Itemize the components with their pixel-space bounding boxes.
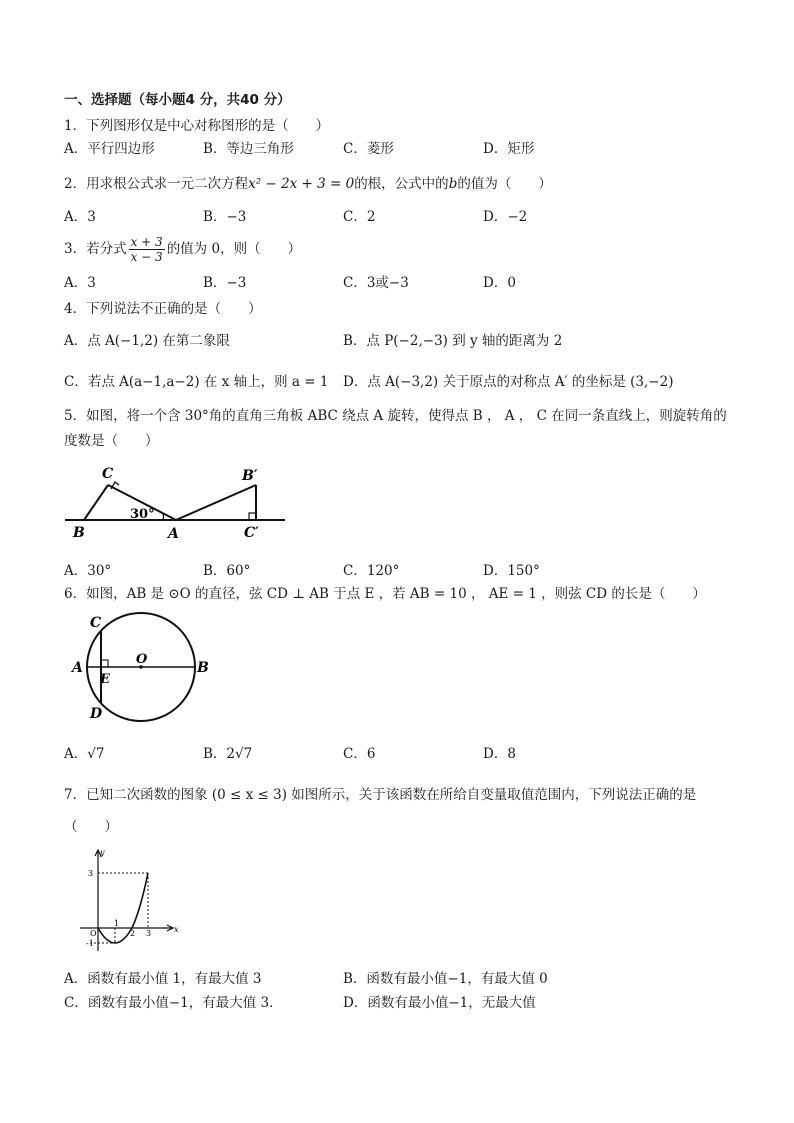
q4-option-d: D．点 A(−3,2) 关于原点的对称点 A′ 的坐标是 (3,−2): [343, 374, 674, 390]
q7-option-d: D．函数有最小值−1，无最大值: [343, 995, 536, 1011]
q5-label-b: B: [73, 525, 85, 541]
q5-option-d: D．150°: [483, 563, 540, 579]
q3-stem-post: 的值为 0，则（ ）: [166, 241, 302, 257]
q1-option-c: C．菱形: [343, 141, 394, 157]
q7-label-o: O: [90, 929, 97, 938]
q2-var-b: b: [448, 176, 458, 192]
q2-stem-mid: 的根，公式中的: [354, 176, 449, 192]
q1-option-b: B．等边三角形: [203, 141, 294, 157]
q6-label-e: E: [100, 672, 110, 687]
q5-label-c: C: [102, 466, 114, 482]
q6-option-b: B．2√7: [203, 746, 253, 762]
q6-label-o: O: [136, 652, 148, 667]
q3-option-c: C．3或−3: [343, 275, 409, 291]
q7-figure: [80, 846, 185, 958]
q5-label-c-prime: C′: [244, 525, 259, 541]
q7-label-three-y: 3: [88, 869, 94, 878]
q3-stem-pre: 3．若分式: [64, 241, 127, 257]
q6-label-d: D: [90, 706, 103, 722]
q4-option-b: B．点 P(−2,−3) 到 y 轴的距离为 2: [343, 333, 563, 349]
q7-option-c: C．函数有最小值−1，有最大值 3．: [64, 995, 283, 1011]
q3-frac-denominator: x − 3: [130, 250, 163, 264]
q1-option-a: A．平行四边形: [64, 141, 155, 157]
q7-label-neg1: -1: [86, 939, 94, 948]
q1-stem: 1．下列图形仅是中心对称图形的是（ ）: [64, 118, 330, 134]
q7-stem-line2: （ ）: [64, 819, 118, 835]
q6-figure: [70, 612, 215, 727]
q2-option-c: C．2: [343, 209, 376, 225]
q2-stem-pre: 2．用求根公式求一元二次方程: [64, 176, 249, 192]
q4-option-c: C．若点 A(a−1,a−2) 在 x 轴上，则 a = 1: [64, 374, 329, 390]
q7-option-b: B．函数有最小值−1，有最大值 0: [343, 971, 548, 987]
q5-stem-line2: 度数是（ ）: [64, 433, 159, 449]
q7-stem-line1: 7．已知二次函数的图象 (0 ≤ x ≤ 3) 如图所示，关于该函数在所给自变量取值范围内，下列说法正确的是: [64, 787, 697, 803]
q6-option-c: C．6: [343, 746, 376, 762]
q7-option-a: A．函数有最小值 1，有最大值 3: [64, 971, 262, 987]
q4-stem: 4．下列说法不正确的是（ ）: [64, 301, 262, 317]
section-title: 一、选择题（每小题4 分，共40 分）: [64, 92, 291, 108]
q4-option-a: A．点 A(−1,2) 在第二象限: [64, 333, 230, 349]
q2-stem: [64, 175, 552, 193]
q5-stem-line1: 5．如图，将一个含 30°角的直角三角板 ABC 绕点 A 旋转，使得点 B ， A ， C 在同一条直线上，则旋转角的: [64, 408, 727, 424]
q5-option-b: B．60°: [203, 563, 251, 579]
q7-label-x: x: [174, 925, 179, 934]
q2-option-a: A．3: [64, 209, 96, 225]
q3-stem: [64, 232, 301, 266]
q6-label-c: C: [90, 615, 102, 631]
q7-label-two: 2: [130, 929, 136, 938]
q5-label-angle: 30°: [130, 507, 155, 522]
q2-equation: x² − 2x + 3 = 0: [248, 176, 355, 192]
q3-option-b: B．−3: [203, 275, 247, 291]
q3-frac-numerator: x + 3: [130, 235, 163, 249]
q2-option-d: D．−2: [483, 209, 528, 225]
q7-label-one: 1: [114, 919, 120, 928]
q2-stem-post: 的值为（ ）: [457, 176, 552, 192]
q5-option-a: A．30°: [64, 563, 112, 579]
q3-fraction: [129, 235, 165, 264]
q5-label-b-prime: B′: [242, 468, 258, 484]
q5-label-a: A: [168, 526, 179, 542]
q6-label-b: B: [197, 660, 209, 676]
q7-label-three-x: 3: [146, 929, 152, 938]
q1-option-d: D．矩形: [483, 141, 535, 157]
q6-label-a: A: [72, 660, 83, 676]
q5-figure: [60, 460, 290, 545]
q6-option-d: D．8: [483, 746, 516, 762]
q3-option-a: A．3: [64, 275, 96, 291]
q5-option-c: C．120°: [343, 563, 400, 579]
q6-option-a: A．√7: [64, 746, 105, 762]
q7-label-y: y: [100, 848, 105, 857]
q6-stem: 6．如图，AB 是 ⊙O 的直径，弦 CD ⊥ AB 于点 E ，若 AB = 10 ， AE = 1 ，则弦 CD 的长是（ ）: [64, 586, 706, 602]
q3-option-d: D．0: [483, 275, 516, 291]
q2-option-b: B．−3: [203, 209, 247, 225]
